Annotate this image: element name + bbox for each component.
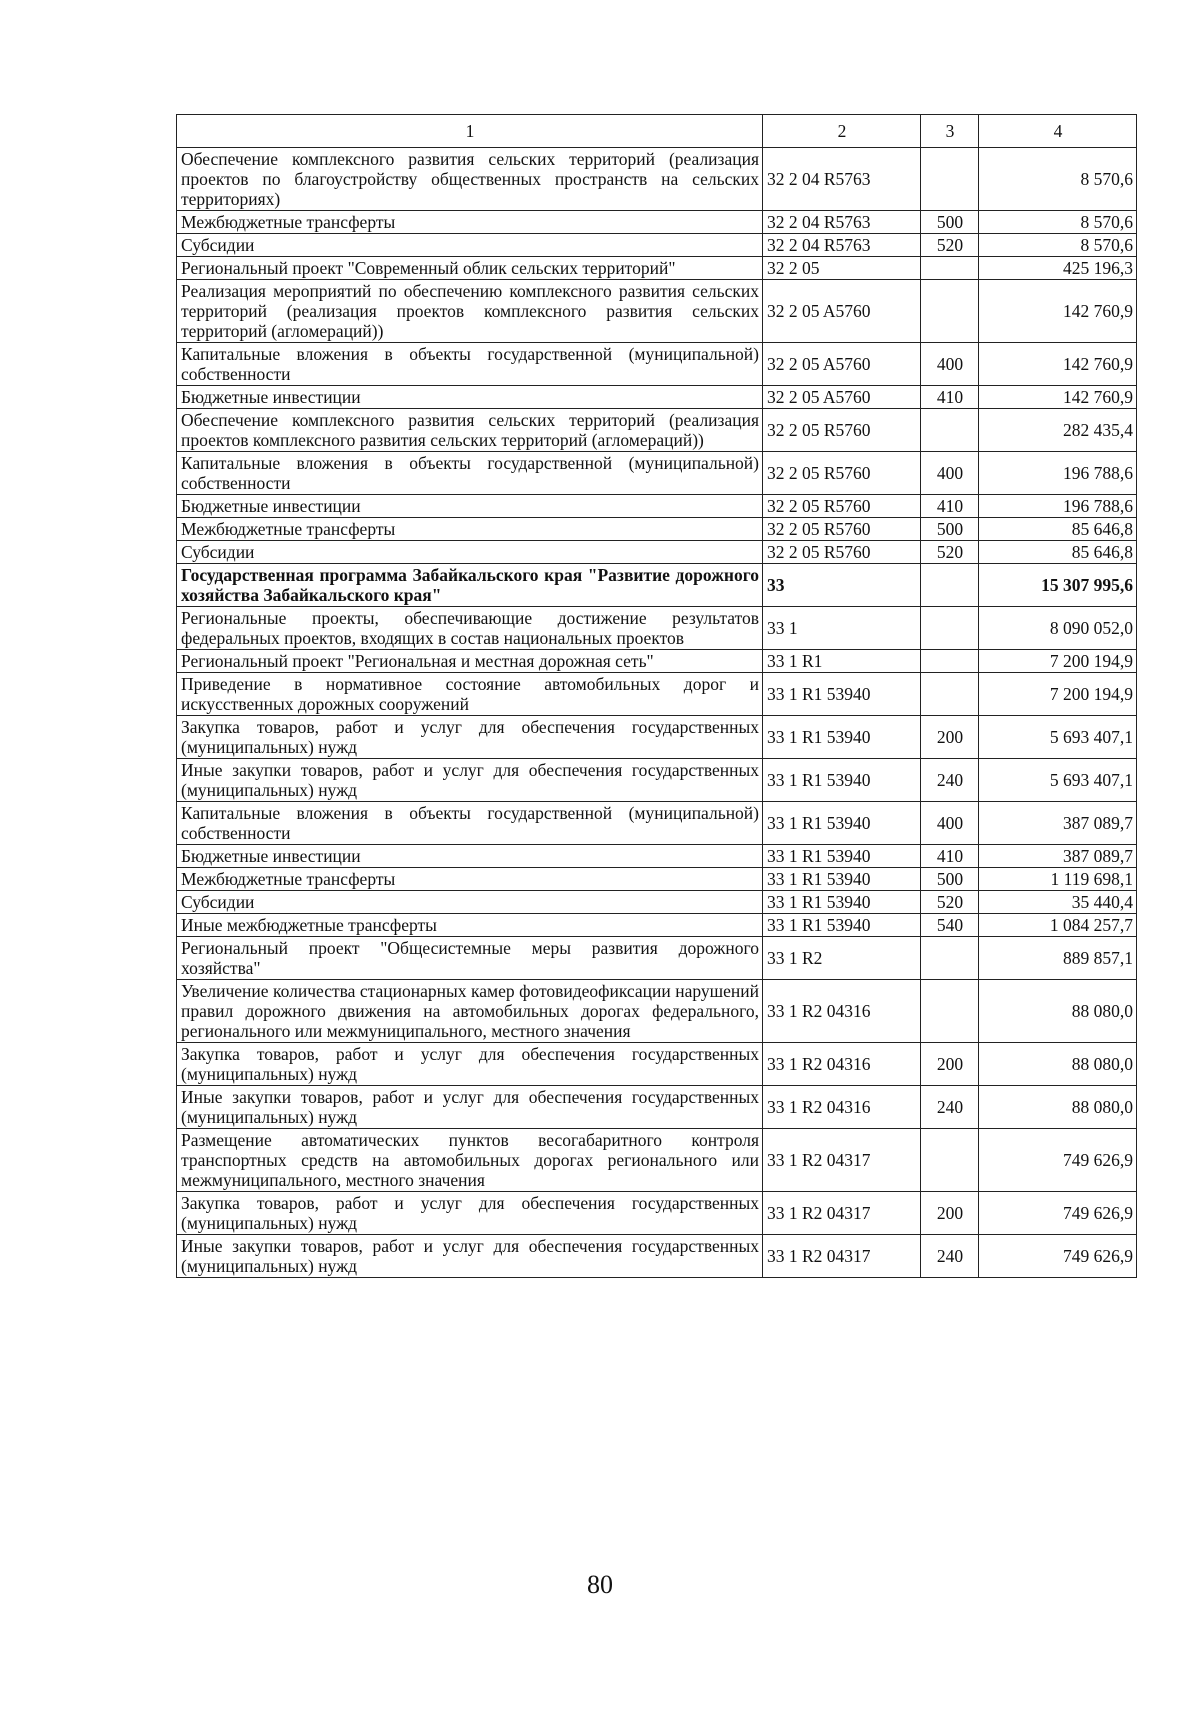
table-row (177, 452, 1137, 495)
row-expense-kind (921, 980, 979, 1043)
row-name: Региональный проект "Современный облик сельских территорий" (177, 257, 763, 280)
row-name: Капитальные вложения в объекты государственной (муниципальной) собственности (177, 802, 763, 845)
table-row (177, 257, 1137, 280)
table-row (177, 343, 1137, 386)
row-code: 32 2 05 A5760 (763, 343, 921, 386)
row-expense-kind (921, 673, 979, 716)
row-code: 33 1 R1 53940 (763, 868, 921, 891)
row-expense-kind: 520 (921, 541, 979, 564)
page-number: 80 (587, 1570, 613, 1599)
row-name: Бюджетные инвестиции (177, 495, 763, 518)
table-row (177, 716, 1137, 759)
table-row (177, 280, 1137, 343)
row-name: Закупка товаров, работ и услуг для обеспечения государственных (муниципальных) нужд (177, 1043, 763, 1086)
table-row (177, 409, 1137, 452)
row-code: 33 1 R2 (763, 937, 921, 980)
row-name: Региональный проект "Региональная и местная дорожная сеть" (177, 650, 763, 673)
row-code: 33 1 R1 53940 (763, 716, 921, 759)
row-amount: 749 626,9 (979, 1129, 1137, 1192)
table-row (177, 1129, 1137, 1192)
row-code: 32 2 05 R5760 (763, 518, 921, 541)
row-code: 33 1 R2 04317 (763, 1129, 921, 1192)
row-amount: 5 693 407,1 (979, 716, 1137, 759)
table-row (177, 845, 1137, 868)
row-amount: 142 760,9 (979, 280, 1137, 343)
table-row (177, 211, 1137, 234)
row-expense-kind: 500 (921, 518, 979, 541)
table-row (177, 914, 1137, 937)
row-code: 32 2 04 R5763 (763, 211, 921, 234)
row-amount: 88 080,0 (979, 980, 1137, 1043)
table-row (177, 518, 1137, 541)
row-name: Капитальные вложения в объекты государственной (муниципальной) собственности (177, 452, 763, 495)
row-amount: 196 788,6 (979, 495, 1137, 518)
row-name: Межбюджетные трансферты (177, 518, 763, 541)
row-amount: 8 570,6 (979, 148, 1137, 211)
row-code: 33 1 R2 04317 (763, 1192, 921, 1235)
row-expense-kind: 200 (921, 1192, 979, 1235)
row-name: Увеличение количества стационарных камер фотовидеофиксации нарушений правил дорожного движения на автомобильных дорогах федерального, регионального или межмуниципального, местного значения (177, 980, 763, 1043)
row-name: Иные закупки товаров, работ и услуг для обеспечения государственных (муниципальных) нужд (177, 759, 763, 802)
table-row (177, 1043, 1137, 1086)
row-name: Региональные проекты, обеспечивающие достижение результатов федеральных проектов, входящих в состав национальных проектов (177, 607, 763, 650)
row-expense-kind: 500 (921, 868, 979, 891)
row-name: Региональный проект "Общесистемные меры развития дорожного хозяйства" (177, 937, 763, 980)
row-name: Закупка товаров, работ и услуг для обеспечения государственных (муниципальных) нужд (177, 1192, 763, 1235)
row-amount: 85 646,8 (979, 518, 1137, 541)
row-amount: 8 570,6 (979, 234, 1137, 257)
column-header: 1 (177, 115, 763, 148)
row-amount: 196 788,6 (979, 452, 1137, 495)
row-name: Субсидии (177, 891, 763, 914)
table-row (177, 148, 1137, 211)
table-row (177, 564, 1137, 607)
row-code: 33 (763, 564, 921, 607)
row-amount: 88 080,0 (979, 1086, 1137, 1129)
row-code: 33 1 R2 04317 (763, 1235, 921, 1278)
row-expense-kind: 410 (921, 845, 979, 868)
row-amount: 282 435,4 (979, 409, 1137, 452)
row-expense-kind (921, 257, 979, 280)
row-expense-kind: 410 (921, 495, 979, 518)
table-row (177, 673, 1137, 716)
row-expense-kind: 500 (921, 211, 979, 234)
row-expense-kind: 520 (921, 234, 979, 257)
row-amount: 35 440,4 (979, 891, 1137, 914)
budget-table (176, 114, 1137, 1278)
row-amount: 142 760,9 (979, 386, 1137, 409)
row-name: Обеспечение комплексного развития сельских территорий (реализация проектов по благоустройству общественных пространств на сельских территориях) (177, 148, 763, 211)
row-code: 32 2 05 (763, 257, 921, 280)
row-name: Бюджетные инвестиции (177, 386, 763, 409)
row-expense-kind: 540 (921, 914, 979, 937)
row-amount: 749 626,9 (979, 1235, 1137, 1278)
row-amount: 142 760,9 (979, 343, 1137, 386)
row-name: Бюджетные инвестиции (177, 845, 763, 868)
row-expense-kind: 400 (921, 802, 979, 845)
row-amount: 88 080,0 (979, 1043, 1137, 1086)
row-expense-kind (921, 409, 979, 452)
row-code: 33 1 R1 53940 (763, 673, 921, 716)
table-row (177, 650, 1137, 673)
row-expense-kind: 240 (921, 1235, 979, 1278)
row-name: Размещение автоматических пунктов весогабаритного контроля транспортных средств на автомобильных дорогах регионального или межмуниципального, местного значения (177, 1129, 763, 1192)
row-name: Реализация мероприятий по обеспечению комплексного развития сельских территорий (реализация проектов комплексного развития сельских территорий (агломераций)) (177, 280, 763, 343)
table-row (177, 937, 1137, 980)
column-header: 4 (979, 115, 1137, 148)
table-body (177, 148, 1137, 1278)
row-name: Иные закупки товаров, работ и услуг для обеспечения государственных (муниципальных) нужд (177, 1235, 763, 1278)
row-name: Закупка товаров, работ и услуг для обеспечения государственных (муниципальных) нужд (177, 716, 763, 759)
row-amount: 387 089,7 (979, 802, 1137, 845)
row-amount: 889 857,1 (979, 937, 1137, 980)
row-name: Капитальные вложения в объекты государственной (муниципальной) собственности (177, 343, 763, 386)
row-expense-kind (921, 148, 979, 211)
row-amount: 8 090 052,0 (979, 607, 1137, 650)
row-amount: 7 200 194,9 (979, 673, 1137, 716)
row-code: 33 1 R1 53940 (763, 845, 921, 868)
table-row (177, 1235, 1137, 1278)
row-expense-kind: 520 (921, 891, 979, 914)
table-row (177, 891, 1137, 914)
row-amount: 85 646,8 (979, 541, 1137, 564)
row-amount: 1 119 698,1 (979, 868, 1137, 891)
row-expense-kind: 400 (921, 343, 979, 386)
row-amount: 7 200 194,9 (979, 650, 1137, 673)
table-row (177, 607, 1137, 650)
row-expense-kind (921, 937, 979, 980)
row-expense-kind: 200 (921, 1043, 979, 1086)
row-amount: 8 570,6 (979, 211, 1137, 234)
row-code: 33 1 R1 53940 (763, 802, 921, 845)
row-code: 32 2 04 R5763 (763, 234, 921, 257)
row-code: 32 2 05 R5760 (763, 452, 921, 495)
row-amount: 5 693 407,1 (979, 759, 1137, 802)
row-code: 32 2 05 R5760 (763, 541, 921, 564)
row-expense-kind (921, 564, 979, 607)
row-name: Иные закупки товаров, работ и услуг для обеспечения государственных (муниципальных) нужд (177, 1086, 763, 1129)
row-name: Субсидии (177, 234, 763, 257)
row-expense-kind: 200 (921, 716, 979, 759)
table-row (177, 386, 1137, 409)
table-row (177, 759, 1137, 802)
table-row (177, 868, 1137, 891)
row-amount: 15 307 995,6 (979, 564, 1137, 607)
row-code: 32 2 04 R5763 (763, 148, 921, 211)
row-amount: 425 196,3 (979, 257, 1137, 280)
row-expense-kind: 240 (921, 759, 979, 802)
row-expense-kind: 400 (921, 452, 979, 495)
row-name: Межбюджетные трансферты (177, 868, 763, 891)
row-expense-kind: 410 (921, 386, 979, 409)
header-row (177, 115, 1137, 148)
table-row (177, 1192, 1137, 1235)
row-code: 33 1 R2 04316 (763, 1043, 921, 1086)
row-amount: 749 626,9 (979, 1192, 1137, 1235)
row-expense-kind (921, 650, 979, 673)
row-expense-kind: 240 (921, 1086, 979, 1129)
column-header: 3 (921, 115, 979, 148)
row-code: 32 2 05 R5760 (763, 495, 921, 518)
table-row (177, 1086, 1137, 1129)
row-amount: 1 084 257,7 (979, 914, 1137, 937)
row-expense-kind (921, 1129, 979, 1192)
table-row (177, 980, 1137, 1043)
row-code: 33 1 R2 04316 (763, 1086, 921, 1129)
row-code: 32 2 05 A5760 (763, 280, 921, 343)
row-code: 33 1 (763, 607, 921, 650)
row-name: Иные межбюджетные трансферты (177, 914, 763, 937)
row-amount: 387 089,7 (979, 845, 1137, 868)
row-expense-kind (921, 607, 979, 650)
row-name: Приведение в нормативное состояние автомобильных дорог и искусственных дорожных сооружений (177, 673, 763, 716)
row-code: 32 2 05 A5760 (763, 386, 921, 409)
row-name: Государственная программа Забайкальского края "Развитие дорожного хозяйства Забайкальского края" (177, 564, 763, 607)
row-name: Обеспечение комплексного развития сельских территорий (реализация проектов комплексного развития сельских территорий (агломераций)) (177, 409, 763, 452)
row-name: Межбюджетные трансферты (177, 211, 763, 234)
table-row (177, 234, 1137, 257)
table-row (177, 541, 1137, 564)
row-code: 32 2 05 R5760 (763, 409, 921, 452)
table-row (177, 495, 1137, 518)
row-code: 33 1 R1 53940 (763, 914, 921, 937)
row-name: Субсидии (177, 541, 763, 564)
table-row (177, 802, 1137, 845)
row-code: 33 1 R1 53940 (763, 891, 921, 914)
column-header: 2 (763, 115, 921, 148)
row-code: 33 1 R2 04316 (763, 980, 921, 1043)
row-code: 33 1 R1 53940 (763, 759, 921, 802)
row-expense-kind (921, 280, 979, 343)
row-code: 33 1 R1 (763, 650, 921, 673)
